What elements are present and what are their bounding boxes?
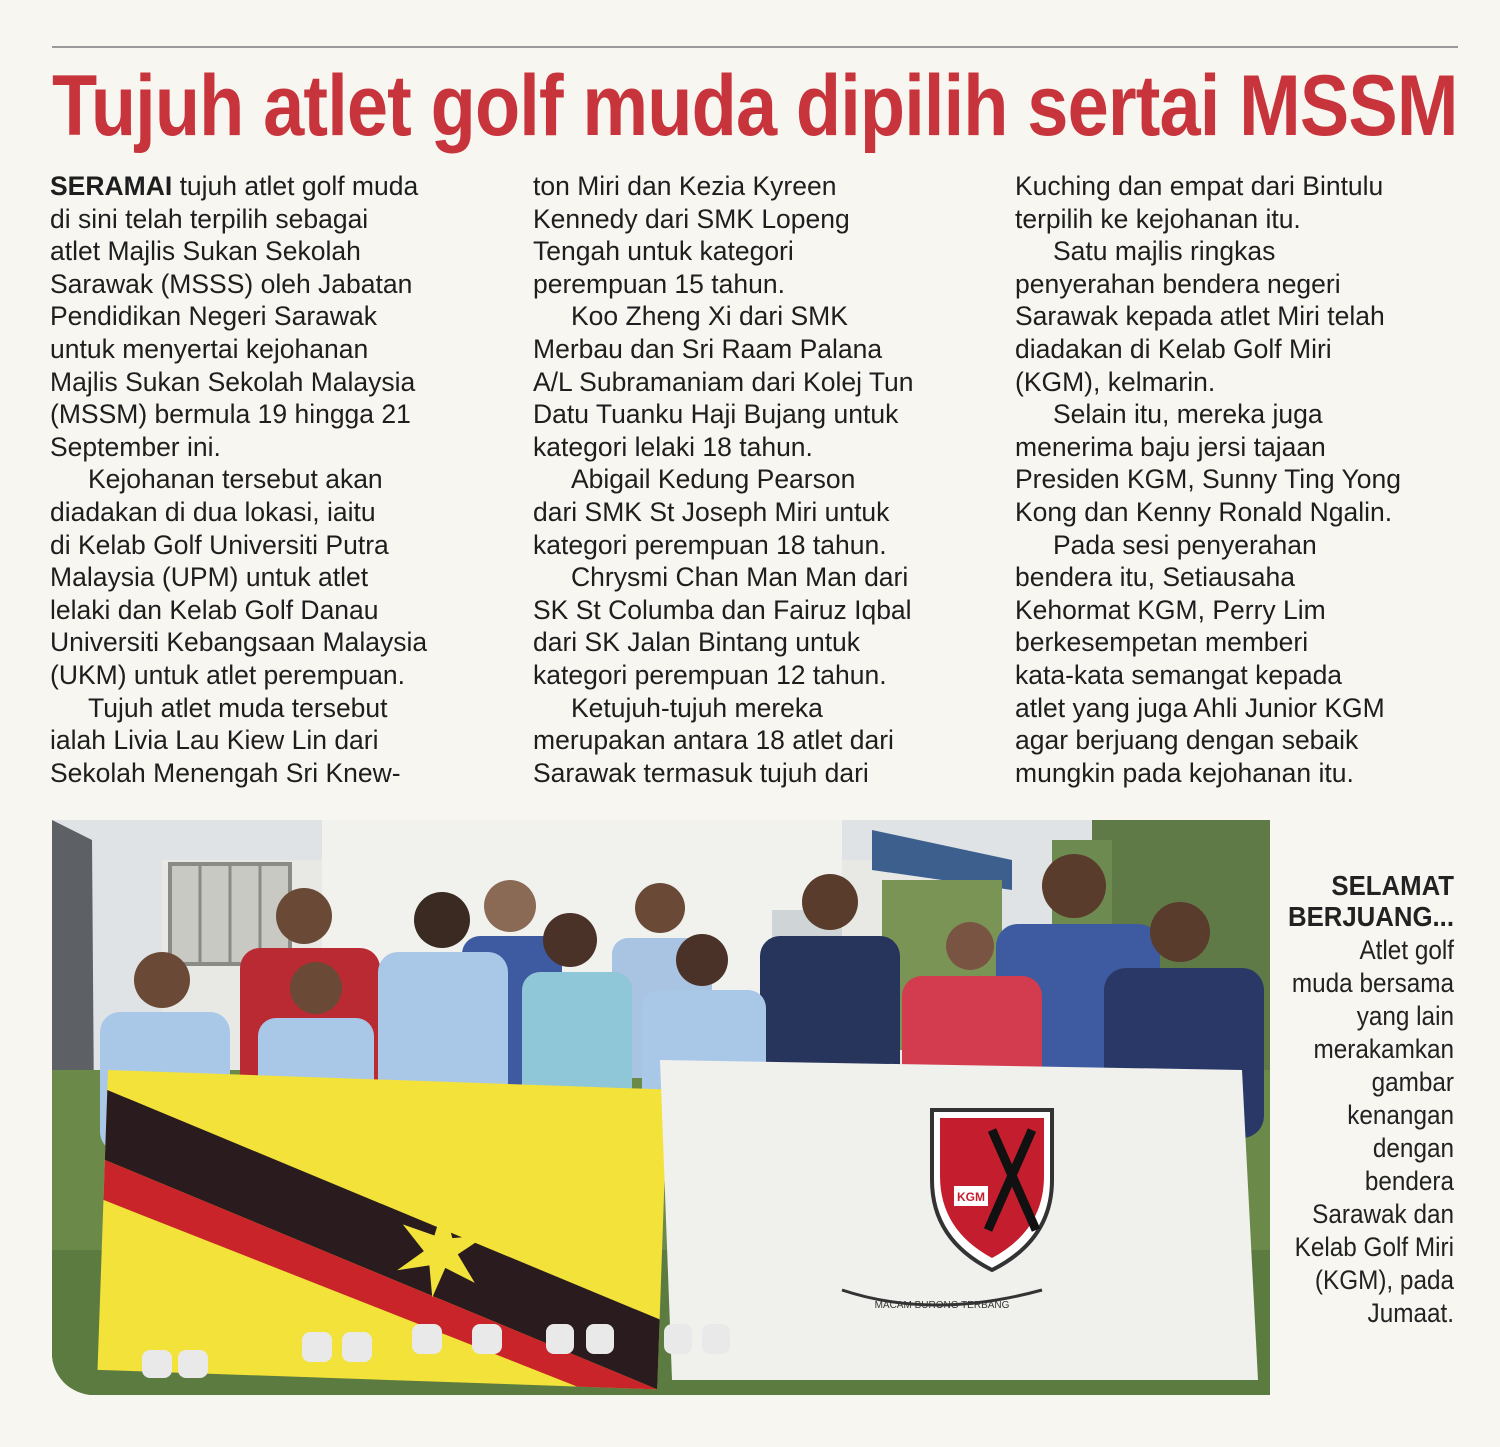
- group-photo: [52, 820, 1270, 1395]
- article-line: atlet yang juga Ahli Junior KGM: [1015, 692, 1385, 723]
- caption-line: merakamkan: [1313, 1034, 1454, 1064]
- article-line: di Kelab Golf Universiti Putra: [50, 529, 389, 560]
- club-flag-motto: MACAM BURONG TERBANG: [874, 1300, 1010, 1311]
- article-line: Sekolah Menengah Sri Knew-: [50, 757, 401, 788]
- article-line: kategori lelaki 18 tahun.: [533, 431, 813, 462]
- article-line: diadakan di Kelab Golf Miri: [1015, 333, 1332, 364]
- photo-caption: [1258, 870, 1454, 1330]
- caption-line: muda bersama: [1291, 968, 1454, 998]
- article-line: mungkin pada kejohanan itu.: [1015, 757, 1354, 788]
- article-line: Chrysmi Chan Man Man dari: [571, 562, 909, 593]
- article-line: Tujuh atlet muda tersebut: [88, 692, 388, 723]
- article-column-2: [533, 170, 981, 789]
- article-line: menerima baju jersi tajaan: [1015, 431, 1326, 462]
- article-line: Datu Tuanku Haji Bujang untuk: [533, 399, 899, 430]
- article-line: diadakan di dua lokasi, iaitu: [50, 496, 376, 527]
- article-line: Pada sesi penyerahan: [1053, 529, 1317, 560]
- article-line: kategori perempuan 18 tahun.: [533, 529, 887, 560]
- article-line: Sarawak kepada atlet Miri telah: [1015, 301, 1385, 332]
- article-column-1: [50, 170, 498, 789]
- caption-line: kenangan: [1347, 1100, 1454, 1130]
- article-line: (MSSM) bermula 19 hingga 21: [50, 399, 411, 430]
- article-line: ton Miri dan Kezia Kyreen: [533, 171, 837, 201]
- caption-body: [1278, 934, 1454, 1330]
- caption-line: dengan: [1372, 1133, 1454, 1163]
- article-line: Koo Zheng Xi dari SMK: [571, 301, 848, 332]
- club-flag: [660, 1060, 1258, 1380]
- top-rule: [52, 46, 1458, 48]
- article-line: Presiden KGM, Sunny Ting Yong: [1015, 464, 1401, 495]
- article-line: Kejohanan tersebut akan: [88, 464, 383, 495]
- article-line: ialah Livia Lau Kiew Lin dari: [50, 725, 379, 756]
- article-line: Sarawak (MSSS) oleh Jabatan: [50, 268, 413, 299]
- article-line: Satu majlis ringkas: [1053, 236, 1276, 267]
- caption-line: Kelab Golf Miri: [1294, 1232, 1454, 1262]
- article-line: Merbau dan Sri Raam Palana: [533, 333, 883, 364]
- article-line: Kuching dan empat dari Bintulu: [1015, 171, 1384, 201]
- article-line: Selain itu, mereka juga: [1053, 399, 1323, 430]
- caption-heading: SELAMAT BERJUANG...: [1287, 870, 1454, 932]
- lead-word: SERAMAI: [50, 171, 173, 201]
- article-line: untuk menyertai kejohanan: [50, 333, 369, 364]
- article-line: kategori perempuan 12 tahun.: [533, 659, 887, 690]
- article-line: [50, 170, 498, 203]
- article-line: atlet Majlis Sukan Sekolah: [50, 236, 361, 267]
- article-line: (UKM) untuk atlet perempuan.: [50, 659, 405, 690]
- caption-line: bendera: [1364, 1166, 1454, 1196]
- caption-line: (KGM), pada: [1314, 1265, 1454, 1295]
- article-line: Sarawak termasuk tujuh dari: [533, 757, 869, 788]
- article-line: perempuan 15 tahun.: [533, 268, 785, 299]
- article-line: Kong dan Kenny Ronald Ngalin.: [1015, 496, 1393, 527]
- article-line: Kehormat KGM, Perry Lim: [1015, 594, 1326, 625]
- article-line: Tengah untuk kategori: [533, 236, 794, 267]
- article-line: SK St Columba dan Fairuz Iqbal: [533, 594, 912, 625]
- article-line: Malaysia (UPM) untuk atlet: [50, 562, 369, 593]
- article-line: (KGM), kelmarin.: [1015, 366, 1216, 397]
- article-line: kata-kata semangat kepada: [1015, 659, 1343, 690]
- article-line: bendera itu, Setiausaha: [1015, 562, 1295, 593]
- article-line: September ini.: [50, 431, 221, 462]
- club-badge-text: KGM: [957, 1190, 985, 1204]
- group-photo-with-flags-illustration: [52, 820, 1270, 1395]
- article-column-3: [1015, 170, 1463, 789]
- article-line: terpilih ke kejohanan itu.: [1015, 203, 1301, 234]
- article-line: berkesempetan memberi: [1015, 627, 1309, 658]
- caption-line: Jumaat.: [1367, 1298, 1454, 1328]
- caption-line: Sarawak dan: [1312, 1199, 1454, 1229]
- article-line: A/L Subramaniam dari Kolej Tun: [533, 366, 914, 397]
- article-line: merupakan antara 18 atlet dari: [533, 725, 894, 756]
- article-line: agar berjuang dengan sebaik: [1015, 725, 1359, 756]
- article-line: Kennedy dari SMK Lopeng: [533, 203, 850, 234]
- caption-line: gambar: [1371, 1067, 1454, 1097]
- sarawak-flag: [98, 1070, 668, 1389]
- article-line: Pendidikan Negeri Sarawak: [50, 301, 378, 332]
- article-line: di sini telah terpilih sebagai: [50, 203, 369, 234]
- article-line: Ketujuh-tujuh mereka: [571, 692, 823, 723]
- article-line: penyerahan bendera negeri: [1015, 268, 1341, 299]
- article-line: Universiti Kebangsaan Malaysia: [50, 627, 428, 658]
- headline: Tujuh atlet golf muda dipilih sertai MSSM: [52, 58, 1458, 154]
- article-line: dari SMK St Joseph Miri untuk: [533, 496, 890, 527]
- article-line: lelaki dan Kelab Golf Danau: [50, 594, 379, 625]
- article-line-text: tujuh atlet golf muda: [172, 171, 419, 201]
- caption-line: Atlet golf: [1359, 935, 1454, 965]
- caption-line: yang lain: [1356, 1001, 1454, 1031]
- article-line: Abigail Kedung Pearson: [571, 464, 856, 495]
- article-line: Majlis Sukan Sekolah Malaysia: [50, 366, 416, 397]
- article-line: dari SK Jalan Bintang untuk: [533, 627, 861, 658]
